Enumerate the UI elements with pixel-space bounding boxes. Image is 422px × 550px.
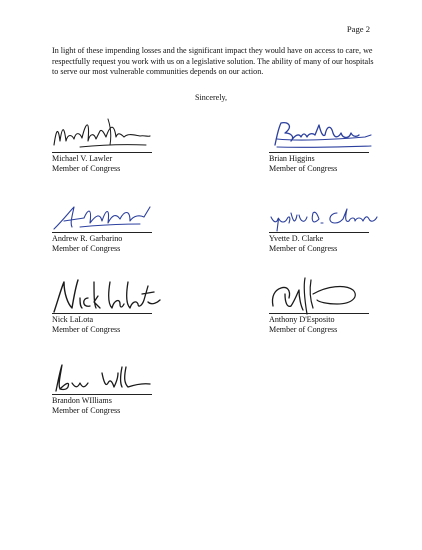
signer-name: Nick LaLota <box>52 315 94 324</box>
signature-image-higgins <box>267 111 391 155</box>
signer-name: Yvette D. Clarke <box>269 234 324 243</box>
signer-title: Member of Congress <box>269 325 338 335</box>
signer-title: Member of Congress <box>52 164 121 174</box>
closing-salutation: Sincerely, <box>194 93 228 102</box>
signer-title: Member of Congress <box>269 244 338 254</box>
signature-block-lawler <box>52 152 172 175</box>
signature-image-clarke <box>267 191 391 235</box>
signature-image-lawler <box>50 111 174 155</box>
signer-name: Anthony D'Esposito <box>269 315 335 324</box>
signature-block-clarke <box>269 232 389 255</box>
signer-title: Member of Congress <box>269 164 338 174</box>
signature-image-williams <box>50 353 174 397</box>
signer-title: Member of Congress <box>52 406 121 416</box>
signature-block-williams <box>52 394 172 417</box>
signer-title: Member of Congress <box>52 244 121 254</box>
signature-block-lalota <box>52 313 172 336</box>
signer-title: Member of Congress <box>52 325 121 335</box>
signature-block-garbarino <box>52 232 172 255</box>
signer-name: Michael V. Lawler <box>52 154 113 163</box>
signature-image-desposito <box>267 272 391 316</box>
signature-block-higgins <box>269 152 389 175</box>
signer-name: Andrew R. Garbarino <box>52 234 123 243</box>
signer-name: Brian Higgins <box>269 154 315 163</box>
page-number: Page 2 <box>346 24 370 34</box>
signature-block-desposito <box>269 313 389 336</box>
signer-name: Brandon WIlliams <box>52 396 112 405</box>
signature-image-lalota <box>50 272 174 316</box>
signature-image-garbarino <box>50 191 174 235</box>
letter-body: In light of these impending losses and the significant impact they would have on access to care, we respectfully request you work with us on a legislative solution. The ability of many of our hospitals to serve our most vulnerable communities depends on our action. <box>52 46 374 77</box>
